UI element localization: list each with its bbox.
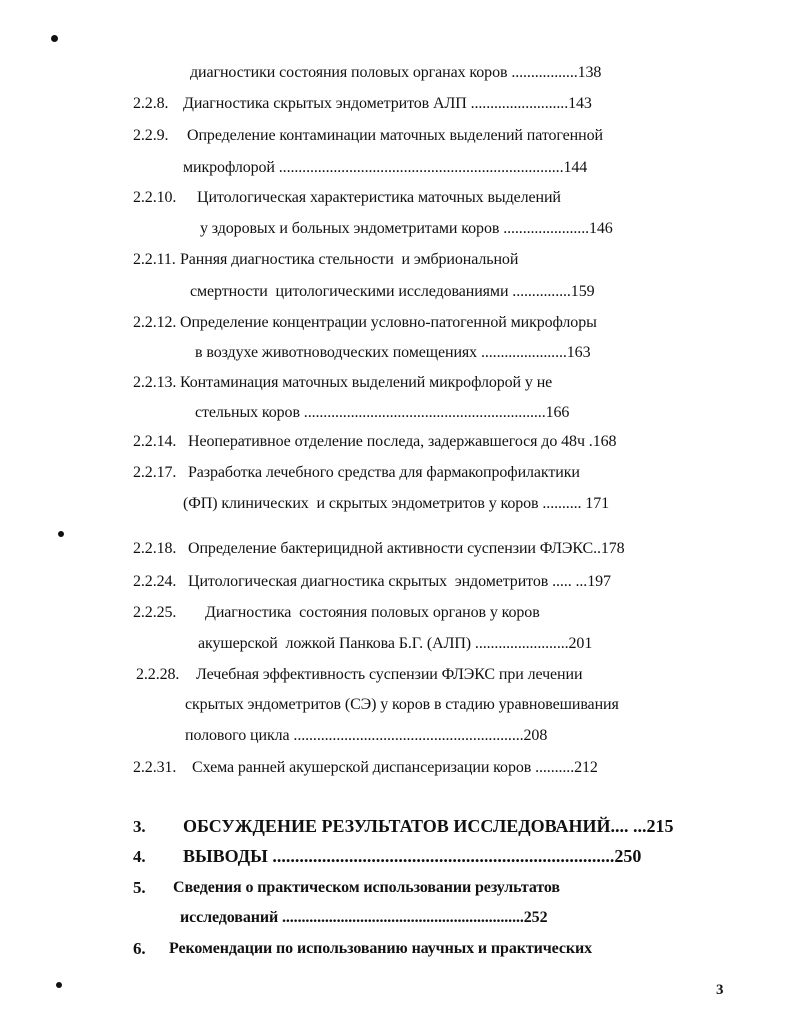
toc-number: 2.2.24. — [133, 573, 177, 590]
toc-line: (ФП) клинических и скрытых эндометритов у коров .......... 171 — [183, 495, 610, 512]
toc-number: 2.2.28. — [136, 666, 180, 683]
toc-line: микрофлорой .........................................................................144 — [183, 159, 588, 176]
toc-line: Определение концентрации условно-патогенной микрофлоры — [180, 314, 597, 331]
toc-line: Определение контаминации маточных выделений патогенной — [187, 127, 603, 144]
toc-line: Диагностика скрытых эндометритов АЛП .........................143 — [183, 95, 592, 112]
toc-number: 2.2.12. — [133, 314, 177, 331]
toc-line: Определение бактерицидной активности суспензии ФЛЭКС..178 — [188, 540, 625, 557]
toc-line: Цитологическая характеристика маточных выделений — [197, 189, 561, 206]
toc-line: Схема ранней акушерской диспансеризации коров ..........212 — [192, 759, 598, 776]
toc-line: смертности цитологическими исследованиями ...............159 — [190, 283, 595, 300]
toc-line: Лечебная эффективность суспензии ФЛЭКС при лечении — [196, 666, 583, 683]
toc-number: 2.2.13. — [133, 374, 177, 391]
toc-line: исследований ..............................................................252 — [180, 909, 548, 926]
toc-section-heading: ОБСУЖДЕНИЕ РЕЗУЛЬТАТОВ ИССЛЕДОВАНИЙ.... ...215 — [183, 816, 674, 836]
toc-section-heading: ВЫВОДЫ ............................................................................250 — [183, 846, 642, 866]
scan-speck — [51, 35, 58, 42]
toc-number: 2.2.14. — [133, 433, 177, 450]
toc-line: у здоровых и больных эндометритами коров ......................146 — [200, 220, 613, 237]
scan-speck — [56, 982, 62, 988]
toc-number: 3. — [133, 817, 146, 836]
toc-line: Цитологическая диагностика скрытых эндометритов ..... ...197 — [188, 573, 611, 590]
page-number: 3 — [716, 982, 724, 998]
toc-number: 2.2.25. — [133, 604, 177, 621]
toc-number: 6. — [133, 939, 146, 958]
toc-line: Ранняя диагностика стельности и эмбриональной — [180, 251, 519, 268]
toc-number: 2.2.11. — [133, 251, 176, 268]
toc-number: 2.2.18. — [133, 540, 177, 557]
toc-line: диагностики состояния половых органах коров .................138 — [190, 64, 602, 81]
toc-line: стельных коров ..............................................................166 — [195, 404, 570, 421]
toc-line: Сведения о практическом использовании результатов — [173, 879, 560, 896]
toc-line: скрытых эндометритов (СЭ) у коров в стадию уравновешивания — [185, 696, 619, 713]
toc-line: Неоперативное отделение последа, задержавшегося до 48ч .168 — [188, 433, 617, 450]
toc-number: 5. — [133, 878, 146, 897]
toc-number: 4. — [133, 847, 146, 866]
toc-number: 2.2.17. — [133, 464, 177, 481]
toc-number: 2.2.31. — [133, 759, 177, 776]
toc-number: 2.2.8. — [133, 95, 169, 112]
toc-line: акушерской ложкой Панкова Б.Г. (АЛП) ........................201 — [198, 635, 593, 652]
toc-line: Диагностика состояния половых органов у коров — [205, 604, 540, 621]
toc-number: 2.2.10. — [133, 189, 177, 206]
scan-speck — [58, 531, 64, 537]
toc-line: Контаминация маточных выделений микрофлорой у не — [180, 374, 553, 391]
toc-line: в воздухе животноводческих помещениях ......................163 — [195, 344, 591, 361]
toc-line: Разработка лечебного средства для фармакопрофилактики — [188, 464, 580, 481]
toc-line: Рекомендации по использованию научных и практических — [169, 940, 592, 957]
toc-number: 2.2.9. — [133, 127, 169, 144]
toc-line: полового цикла ...........................................................208 — [185, 727, 548, 744]
